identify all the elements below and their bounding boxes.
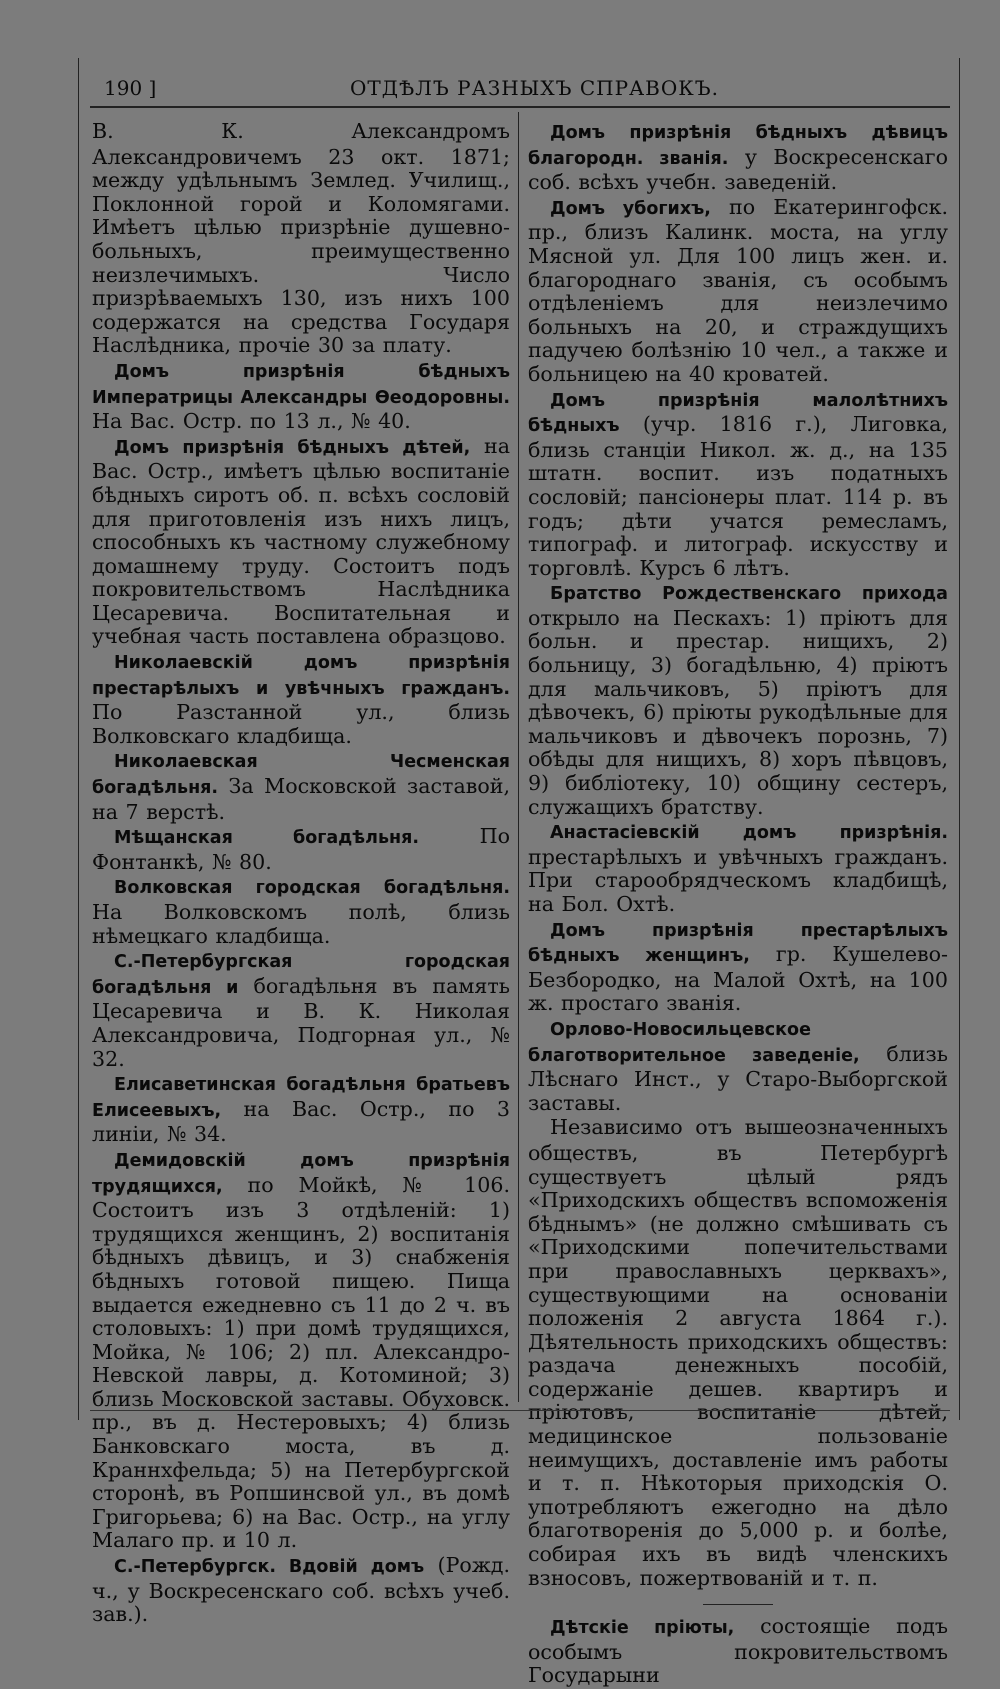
entry: Орлово-Новосильцевское благотворительное заведеніе, близь Лѣснаго Инст., у Старо-Выборгской заставы. — [528, 1019, 948, 1115]
entry: Елисаветинская богадѣльня братьевъ Елисеевыхъ, на Вас. Остр., по 3 линіи, № 34. — [92, 1075, 510, 1147]
page-header — [90, 70, 950, 106]
entry: Домъ призрѣнія бѣдныхъ Императрицы Александры Өеодоровны. На Вас. Остр. по 13 л., № 40. — [92, 361, 510, 434]
bottom-rule — [90, 1410, 950, 1411]
entry: Независимо отъ вышеозначенныхъ обществъ, въ Петербургѣ существуетъ цѣлый рядъ «Приходскихъ обществъ вспоможенія бѣднымъ» (не должно смѣшивать съ «Приходскими попечительствами при православныхъ церквахъ», существующими на основаніи положенія 2 августа 1864 г.). Дѣятельность приходскихъ обществъ: раздача денежныхъ пособій, содержаніе дешев. квартиръ и пріютовъ, воспитаніе дѣтей, медицинское пользованіе неимущихъ, доставленіе имъ работы и т. п. Нѣкоторыя приходскія О. употребляютъ ежегодно на дѣло благотворенія до 5,000 р. и болѣе, собирая ихъ въ видѣ членскихъ взносовъ, пожертвованій и т. п. — [528, 1115, 948, 1590]
header-rule — [90, 106, 950, 108]
entry: Дѣтскіе пріюты, состоящіе подъ особымъ покровительствомъ Государыни — [528, 1614, 949, 1688]
entry: Демидовскій домъ призрѣнія трудящихся, по Мойкѣ, № 106. Состоитъ изъ 3 отдѣленій: 1) трудящихся женщинъ, 2) воспитанія бѣдныхъ дѣвицъ, и 3) снабженія бѣдныхъ готовой пищею. Пища выдается ежедневно съ 11 до 2 ч. въ столовыхъ: 1) при домѣ трудящихся, Мойка, № 106; 2) пл. Александро-Невской лавры, д. Котоминой; 3) близь Московской заставы. Обуховск. пр., въ д. Нестеровыхъ; 4) близь Банковскаго моста, въ д. Краннхфельда; 5) на Петербургской сторонѣ, въ Ропшинсвой ул., въ домѣ Григорьева; 6) на Вас. Остр., на углу Малаго пр. и 10 л. — [92, 1150, 510, 1553]
entry: Домъ призрѣнія бѣдныхъ дѣвицъ благородн. званія. у Воскресенскаго соб. всѣхъ учебн. заведеній. — [528, 123, 948, 195]
entry: Николаевскій домъ призрѣнія престарѣлыхъ и увѣчныхъ гражданъ. По Разстанной ул., близь Волковскаго кладбища. — [92, 653, 510, 748]
page-number: 190 ] — [104, 76, 157, 100]
entry: Домъ призрѣнія малолѣтнихъ бѣдныхъ (учр. 1816 г.), Лиговка, близь станціи Никол. ж. д., на 135 штатн. воспит. изъ податныхъ сословій; пансіонеры плат. 114 р. въ годъ; дѣти учатся ремесламъ, типограф. и литограф. искусству и торговлѣ. Курсъ 6 лѣтъ. — [528, 390, 948, 580]
page-title: ОТДѢЛЪ РАЗНЫХЪ СПРАВОКЪ. — [350, 76, 719, 100]
entry: Домъ призрѣнія бѣдныхъ дѣтей, на Вас. Остр., имѣетъ цѣлью воспитаніе бѣдныхъ сиротъ об. п. всѣхъ сословій для приготовленія изъ нихъ лицъ, способныхъ къ частному служебному домашнему труду. Состоитъ подъ покровительствомъ Наслѣдника Цесаревича. Воспитательная и учебная часть поставлена образцово. — [92, 433, 510, 649]
section-rule — [703, 1604, 773, 1605]
entry: Николаевская Чесменская богадѣльня. За Московской заставой, на 7 верстѣ. — [92, 752, 510, 824]
entry: Домъ убогихъ, по Екатерингофск. пр., близъ Калинк. моста, на углу Мясной ул. Для 100 лицъ жен. и. благороднаго званія, съ особымъ отдѣленіемъ для неизлечимо больныхъ на 20, и страждущихъ падучею болѣзнію 10 чел., а также и больницею на 40 кроватей. — [528, 194, 948, 386]
entry: С.-Петербургск. Вдовій домъ (Рожд. ч., у Воскресенскаго соб. всѣхъ учеб. зав.). — [92, 1553, 510, 1627]
entry: Волковская городская богадѣльня. На Волковскомъ полѣ, близь нѣмецкаго кладбища. — [92, 878, 510, 948]
left-column — [92, 120, 510, 1628]
right-column — [528, 120, 948, 1689]
entry: Домъ призрѣнія престарѣлыхъ бѣдныхъ женщинъ, гр. Кушелево-Безбородко, на Малой Охтѣ, на 100 ж. простаго званія. — [528, 920, 948, 1016]
entry: Анастасіевскій домъ призрѣнія. престарѣлыхъ и увѣчныхъ гражданъ. При старообрядческомъ кладбищѣ, на Бол. Охтѣ. — [528, 823, 948, 916]
column-divider — [518, 112, 519, 1402]
entry: В. К. Александромъ Александровичемъ 23 окт. 1871; между удѣльнымъ Землед. Училищ., Поклонной горой и Коломягами. Имѣетъ цѣлью призрѣніе душевно-больныхъ, преимущественно неизлечимыхъ. Число призрѣваемыхъ 130, изъ нихъ 100 содержатся на средства Государя Наслѣдника, прочіе 30 за плату. — [92, 119, 510, 358]
entry: С.-Петербургская городская богадѣльня и богадѣльня въ память Цесаревича и В. К. Николая Александровича, Подгорная ул., № 32. — [92, 952, 510, 1071]
entry: Мѣщанская богадѣльня. По Фонтанкѣ, № 80. — [92, 824, 510, 874]
entry: Братство Рождественскаго прихода открыло на Пескахъ: 1) пріютъ для больн. и престар. нищихъ, 2) больницу, 3) богадѣльню, 4) пріютъ для мальчиковъ, 5) пріютъ для дѣвочекъ, 6) пріюты рукодѣльные для мальчиковъ и дѣвочекъ порознь, 7) обѣды для нищихъ, 8) хоръ пѣвцовъ, 9) библіотеку, 10) общину сестеръ, служащихъ братству. — [528, 584, 948, 819]
